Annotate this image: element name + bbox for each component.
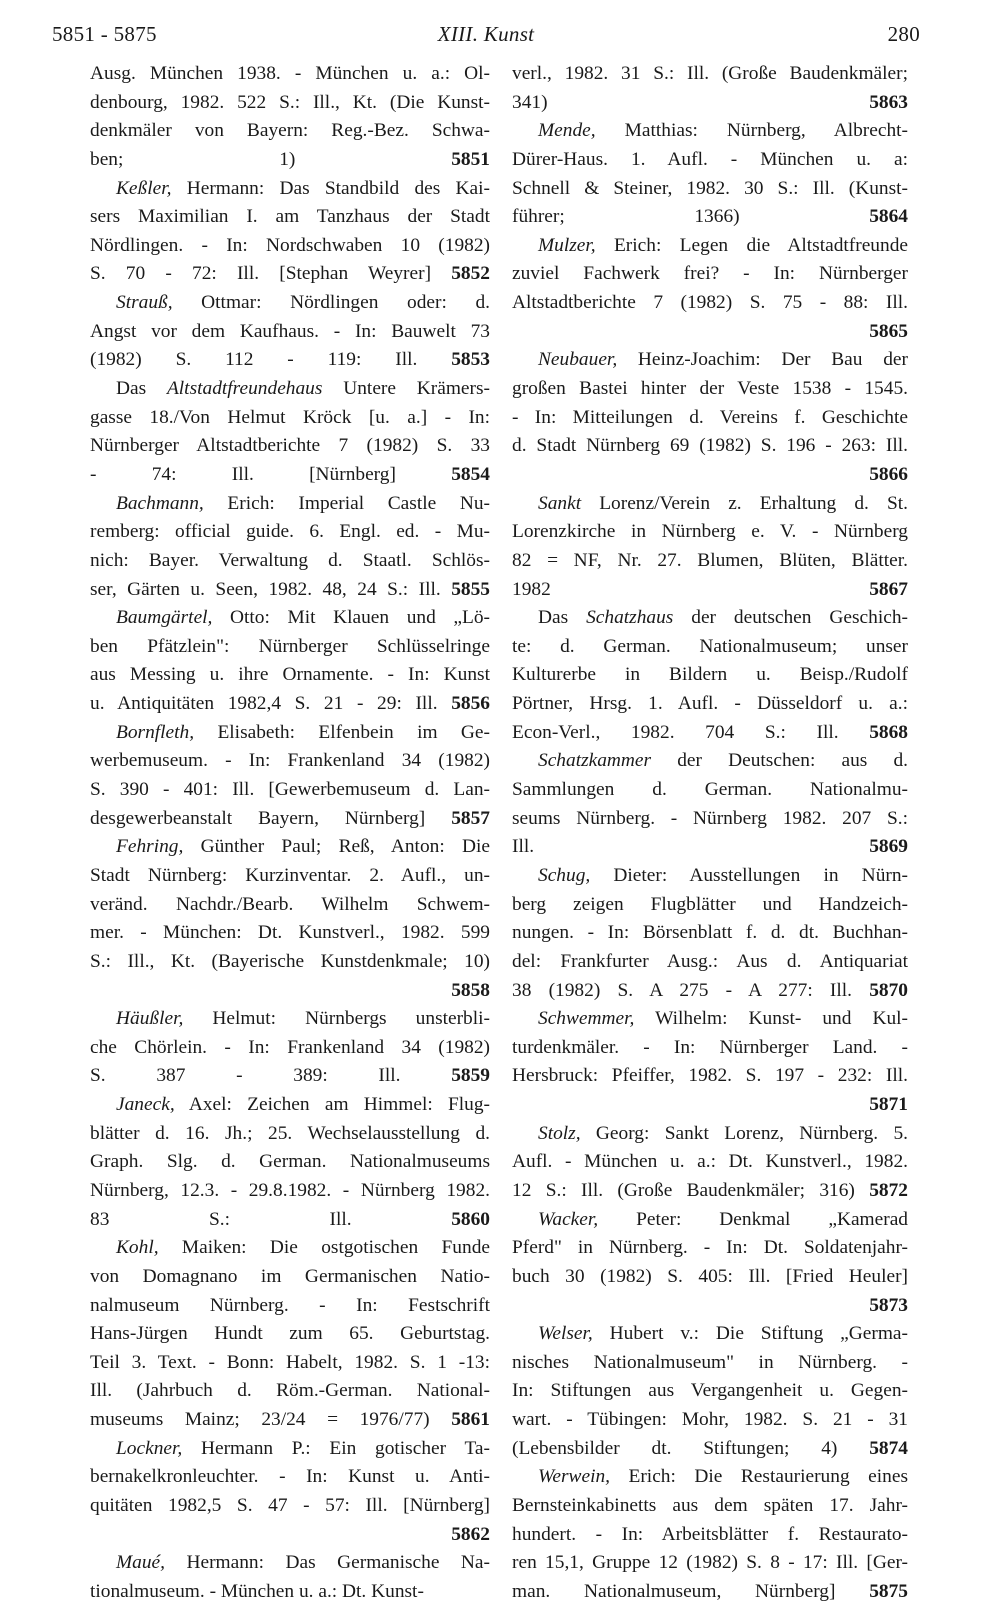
entry-text: aus Messing u. ihre Ornamente. - In: Kunst xyxy=(90,664,490,686)
entry-author: Neubauer, xyxy=(538,349,618,371)
entry-text: wart. - Tübingen: Mohr, 1982. S. 21 - 31 xyxy=(512,1409,908,1431)
bibliography-entry xyxy=(512,604,908,747)
entry-line xyxy=(90,891,490,920)
entry-line xyxy=(512,461,908,490)
bibliography-entry xyxy=(90,1549,490,1606)
entry-line xyxy=(90,1234,490,1263)
entry-text: (1982) S. 112 - 119: Ill. xyxy=(90,349,418,371)
entry-number: 5864 xyxy=(869,206,908,228)
entry-text: nisches Nationalmuseum" in Nürnberg. - xyxy=(512,1351,908,1373)
entry-author: Maué, xyxy=(116,1552,165,1574)
entry-line xyxy=(512,1234,908,1263)
entry-author: Wacker, xyxy=(538,1208,599,1230)
entry-text: Heinz-Joachim: Der Bau der xyxy=(617,349,908,371)
entry-text: Lorenz/Verein z. Erhaltung d. St. xyxy=(581,492,908,514)
entry-text: Angst vor dem Kaufhaus. - In: Bauwelt 73 xyxy=(90,320,490,342)
entry-line xyxy=(90,232,490,261)
entry-text: Pferd" in Nürnberg. - In: Dt. Soldatenjahr- xyxy=(512,1237,908,1259)
entry-line xyxy=(90,490,490,519)
entry-text: Erich: Die Restaurierung eines xyxy=(610,1466,908,1488)
entry-text: - In: Mitteilungen d. Vereins f. Geschichte xyxy=(512,406,908,428)
entry-text: 82 = NF, Nr. 27. Blumen, Blüten, Blätter. xyxy=(512,549,908,571)
entry-text: Bernsteinkabinetts aus dem späten 17. Jahr- xyxy=(512,1495,908,1517)
page-number: 280 xyxy=(887,22,920,46)
entry-line xyxy=(512,260,908,289)
entry-text: Günther Paul; Reß, Anton: Die xyxy=(183,836,490,858)
bibliography-entry xyxy=(512,346,908,489)
entry-number: 5854 xyxy=(451,463,490,485)
entry-text: nich: Bayer. Verwaltung d. Staatl. Schlös- xyxy=(90,549,490,571)
entry-line xyxy=(512,576,908,605)
entry-line xyxy=(90,719,490,748)
section-title: XIII. Kunst xyxy=(437,22,535,46)
entry-line xyxy=(512,661,908,690)
entry-number: 5862 xyxy=(451,1523,490,1545)
entry-text: Hermann: Das Germanische Na- xyxy=(165,1552,490,1574)
entry-text: 341) xyxy=(512,91,548,113)
entry-line xyxy=(512,1005,908,1034)
entry-line xyxy=(90,1091,490,1120)
entry-author: Lockner, xyxy=(116,1437,183,1459)
page-header xyxy=(52,22,920,52)
entry-number: 5866 xyxy=(869,463,908,485)
entry-line xyxy=(90,1005,490,1034)
entry-number: 5872 xyxy=(869,1179,908,1201)
entry-line xyxy=(90,146,490,175)
entry-text: ren 15,1, Gruppe 12 (1982) S. 8 - 17: Ill. [Ger- xyxy=(512,1552,908,1574)
entry-line xyxy=(90,203,490,232)
bibliography-entry xyxy=(90,1005,490,1091)
entry-line xyxy=(90,604,490,633)
entry-line xyxy=(90,1406,490,1435)
entry-number: 5852 xyxy=(451,263,490,285)
entry-line xyxy=(512,690,908,719)
bibliography-entry xyxy=(512,747,908,862)
bibliography-entry xyxy=(90,604,490,719)
entry-line xyxy=(512,1492,908,1521)
entry-author: Mulzer, xyxy=(538,234,596,256)
bibliography-entry xyxy=(512,1206,908,1321)
entry-line xyxy=(512,1406,908,1435)
entry-line xyxy=(90,862,490,891)
entry-text: Peter: Denkmal „Kamerad xyxy=(598,1208,908,1230)
entry-author: Kohl, xyxy=(116,1237,159,1259)
entry-line xyxy=(512,1177,908,1206)
entry-text: von Domagnano im Germanischen Natio- xyxy=(90,1265,490,1287)
entry-text: In: Stiftungen aus Vergangenheit u. Gegen- xyxy=(512,1380,908,1402)
entry-text: berg zeigen Flugblätter und Handzeich- xyxy=(512,893,908,915)
entry-text: buch 30 (1982) S. 405: Ill. [Fried Heuler] xyxy=(512,1265,908,1287)
entry-text: te: d. German. Nationalmuseum; unser xyxy=(512,635,908,657)
right-column xyxy=(512,60,908,1607)
entry-line xyxy=(512,719,908,748)
entry-text: Lorenzkirche in Nürnberg e. V. - Nürnberg xyxy=(512,521,908,543)
entry-line xyxy=(512,977,908,1006)
entry-number: 5859 xyxy=(451,1065,490,1087)
entry-prefix: Das xyxy=(116,378,167,400)
entry-line xyxy=(512,60,908,89)
entry-text: Untere Krämers- xyxy=(322,378,490,400)
entry-line xyxy=(512,203,908,232)
entry-text: man. Nationalmuseum, Nürnberg] xyxy=(512,1580,836,1602)
entry-line xyxy=(512,289,908,318)
entry-text: Ottmar: Nördlingen oder: d. xyxy=(172,292,490,314)
entry-text: Ausg. München 1938. - München u. a.: Ol- xyxy=(90,63,490,84)
entry-text: S. 390 - 401: Ill. [Gewerbemuseum d. Lan- xyxy=(90,779,490,801)
entry-text: zuviel Fachwerk frei? - In: Nürnberger xyxy=(512,263,908,285)
entry-author: Häußler, xyxy=(116,1008,184,1030)
entry-text: Kulturerbe in Bildern u. Beisp./Rudolf xyxy=(512,664,908,686)
entry-text: Ill. xyxy=(512,836,535,858)
entry-line xyxy=(90,977,490,1006)
entry-line xyxy=(512,518,908,547)
entry-line xyxy=(512,1263,908,1292)
entry-text: che Chörlein. - In: Frankenland 34 (1982) xyxy=(90,1036,490,1058)
entry-line xyxy=(512,346,908,375)
bibliography-entry xyxy=(512,862,908,1005)
entry-text: remberg: official guide. 6. Engl. ed. - Mu- xyxy=(90,521,490,543)
entry-line xyxy=(512,375,908,404)
entry-line xyxy=(512,1062,908,1091)
entry-line xyxy=(512,776,908,805)
entry-line xyxy=(512,175,908,204)
entry-line xyxy=(90,518,490,547)
entry-text: großen Bastei hinter der Veste 1538 - 1545. xyxy=(512,378,908,400)
entry-line xyxy=(90,1034,490,1063)
entry-number: 5870 xyxy=(869,979,908,1001)
bibliography-entry xyxy=(512,232,908,347)
entry-text: Schnell & Steiner, 1982. 30 S.: Ill. (Kunst- xyxy=(512,177,908,199)
entry-line xyxy=(90,1206,490,1235)
entry-line xyxy=(512,1148,908,1177)
entry-line xyxy=(512,547,908,576)
entry-line xyxy=(90,1320,490,1349)
entry-text: Econ-Verl., 1982. 704 S.: Ill. xyxy=(512,721,839,743)
entry-text: tionalmuseum. - München u. a.: Dt. Kunst- xyxy=(90,1580,424,1602)
entry-line xyxy=(512,1349,908,1378)
entry-author: Bachmann, xyxy=(116,492,204,514)
entry-author: Bornfleth, xyxy=(116,721,195,743)
entry-text: Graph. Slg. d. German. Nationalmuseums xyxy=(90,1151,490,1173)
entry-text: Hermann: Das Standbild des Kai- xyxy=(171,177,490,199)
entry-number: 5860 xyxy=(451,1208,490,1230)
entry-line xyxy=(90,461,490,490)
entry-text: blätter d. 16. Jh.; 25. Wechselausstellung d. xyxy=(90,1122,490,1144)
entry-author: Welser, xyxy=(538,1323,593,1345)
entry-text: Erich: Imperial Castle Nu- xyxy=(203,492,490,514)
entry-text: ben Pfätzlein": Nürnberger Schlüsselringe xyxy=(90,635,490,657)
entry-number: 5855 xyxy=(451,578,490,600)
entry-author: Schug, xyxy=(538,864,591,886)
entry-line xyxy=(512,1521,908,1550)
entry-text: Dieter: Ausstellungen in Nürn- xyxy=(590,864,908,886)
bibliography-entry xyxy=(512,60,908,117)
entry-line xyxy=(512,1120,908,1149)
entry-text: Maiken: Die ostgotischen Funde xyxy=(158,1237,490,1259)
entry-prefix: Das xyxy=(538,607,587,629)
entry-text: Nördlingen. - In: Nordschwaben 10 (1982) xyxy=(90,234,490,256)
bibliography-entry xyxy=(90,719,490,834)
entry-author: Werwein, xyxy=(538,1466,610,1488)
entry-author: Altstadtfreundehaus xyxy=(166,378,323,400)
entry-text: werbemuseum. - In: Frankenland 34 (1982) xyxy=(90,750,490,772)
bibliography-entry xyxy=(90,833,490,1005)
entry-author: Janeck, xyxy=(116,1094,175,1116)
bibliography-entry xyxy=(512,1120,908,1206)
entry-line xyxy=(90,1148,490,1177)
entry-text: Hermann P.: Ein gotischer Ta- xyxy=(182,1437,490,1459)
entry-text: Matthias: Nürnberg, Albrecht- xyxy=(595,120,908,142)
entry-text: der Deutschen: aus d. xyxy=(651,750,908,772)
entry-line xyxy=(512,1578,908,1607)
entry-number: 5853 xyxy=(451,349,490,371)
entry-line xyxy=(90,1549,490,1578)
entry-line xyxy=(90,1062,490,1091)
entry-line xyxy=(512,604,908,633)
entry-text: seums Nürnberg. - Nürnberg 1982. 207 S.: xyxy=(512,807,908,829)
entry-text: 83 S.: Ill. xyxy=(90,1208,352,1230)
bibliography-entry xyxy=(512,490,908,605)
entry-line xyxy=(512,1463,908,1492)
entry-text: Hans-Jürgen Hundt zum 65. Geburtstag. xyxy=(90,1323,490,1345)
entry-number: 5858 xyxy=(451,979,490,1001)
entry-number: 5851 xyxy=(451,148,490,170)
entry-line xyxy=(90,1435,490,1464)
entry-number: 5865 xyxy=(869,320,908,342)
entry-text: Erich: Legen die Altstadtfreunde xyxy=(595,234,908,256)
entry-line xyxy=(90,1578,490,1607)
entry-line xyxy=(512,490,908,519)
entry-text: führer; 1366) xyxy=(512,206,740,228)
entry-text: Dürer-Haus. 1. Aufl. - München u. a: xyxy=(512,148,908,170)
entry-line xyxy=(512,1435,908,1464)
bibliography-entry xyxy=(512,1005,908,1120)
entry-text: ben; 1) xyxy=(90,148,296,170)
entry-text: ser, Gärten u. Seen, 1982. 48, 24 S.: Ill. xyxy=(90,578,441,600)
entry-line xyxy=(90,576,490,605)
entry-line xyxy=(90,747,490,776)
entry-author: Schatzkammer xyxy=(538,750,652,772)
entry-author: Mende, xyxy=(538,120,596,142)
entry-line xyxy=(512,89,908,118)
entry-line xyxy=(512,805,908,834)
entry-text: Aufl. - München u. a.: Dt. Kunstverl., 1982. xyxy=(512,1151,908,1173)
entry-text: veränd. Nachdr./Bearb. Wilhelm Schwem- xyxy=(90,893,490,915)
entry-line xyxy=(90,318,490,347)
bibliography-entry xyxy=(90,490,490,605)
entry-line xyxy=(512,232,908,261)
entry-line xyxy=(90,1492,490,1521)
entry-line xyxy=(90,919,490,948)
entry-line xyxy=(90,776,490,805)
bibliography-entry xyxy=(512,1320,908,1463)
bibliography-entry xyxy=(90,1234,490,1434)
entry-text: mer. - München: Dt. Kunstverl., 1982. 599 xyxy=(90,922,490,944)
entry-text: 12 S.: Ill. (Große Baudenkmäler; 316) xyxy=(512,1179,855,1201)
bibliography-entry xyxy=(90,375,490,490)
entry-text: gasse 18./Von Helmut Kröck [u. a.] - In: xyxy=(90,406,490,428)
entry-number: 5856 xyxy=(451,693,490,715)
entry-text: 38 (1982) S. A 275 - A 277: Ill. xyxy=(512,979,853,1001)
entry-number: 5868 xyxy=(869,721,908,743)
entry-line xyxy=(90,948,490,977)
entry-line xyxy=(512,891,908,920)
entry-text: S. 70 - 72: Ill. [Stephan Weyrer] xyxy=(90,263,432,285)
bibliography-entry xyxy=(90,289,490,375)
left-column xyxy=(90,60,490,1607)
entry-line xyxy=(512,1292,908,1321)
entry-line xyxy=(512,633,908,662)
entry-line xyxy=(90,404,490,433)
entry-line xyxy=(90,289,490,318)
entry-author: Baumgärtel, xyxy=(116,607,213,629)
entry-line xyxy=(90,175,490,204)
bibliography-entry xyxy=(512,117,908,232)
entry-text: sers Maximilian I. am Tanzhaus der Stadt xyxy=(90,206,490,228)
entry-line xyxy=(512,747,908,776)
entry-text: Wilhelm: Kunst- und Kul- xyxy=(634,1008,908,1030)
entry-line xyxy=(512,862,908,891)
entry-text: museums Mainz; 23/24 = 1976/77) xyxy=(90,1409,430,1431)
entry-line xyxy=(90,547,490,576)
entry-text: desgewerbeanstalt Bayern, Nürnberg] xyxy=(90,807,426,829)
entry-line xyxy=(90,89,490,118)
bibliography-entry xyxy=(90,60,490,175)
entry-text: S. 387 - 389: Ill. xyxy=(90,1065,401,1087)
entry-text: Hersbruck: Pfeiffer, 1982. S. 197 - 232: Ill. xyxy=(512,1065,908,1087)
entry-line xyxy=(90,1521,490,1550)
entry-text: bernakelkronleuchter. - In: Kunst u. Anti- xyxy=(90,1466,490,1488)
entry-line xyxy=(90,1377,490,1406)
entry-text: Elisabeth: Elfenbein im Ge- xyxy=(194,721,490,743)
entry-text: u. Antiquitäten 1982,4 S. 21 - 29: Ill. xyxy=(90,693,438,715)
entry-author: Sankt xyxy=(538,492,582,514)
entry-line xyxy=(90,690,490,719)
entry-text: der deutschen Geschich- xyxy=(673,607,908,629)
entry-line xyxy=(90,633,490,662)
entry-author: Schatzhaus xyxy=(586,607,674,629)
bibliography-entry xyxy=(90,1091,490,1234)
entry-author: Schwemmer, xyxy=(538,1008,635,1030)
entry-text: - 74: Ill. [Nürnberg] xyxy=(90,463,396,485)
entry-line xyxy=(512,1206,908,1235)
entry-text: Nürnberg, 12.3. - 29.8.1982. - Nürnberg 1982. xyxy=(90,1179,490,1201)
entry-line xyxy=(512,1091,908,1120)
entry-line xyxy=(90,1120,490,1149)
entry-text: Teil 3. Text. - Bonn: Habelt, 1982. S. 1 -13: xyxy=(90,1351,490,1373)
entry-text: d. Stadt Nürnberg 69 (1982) S. 196 - 263: Ill. xyxy=(512,435,908,457)
entry-line xyxy=(512,919,908,948)
entry-author: Stolz, xyxy=(538,1122,581,1144)
entry-text: denkmäler von Bayern: Reg.-Bez. Schwa- xyxy=(90,120,490,142)
entry-line xyxy=(512,1377,908,1406)
entry-text: Georg: Sankt Lorenz, Nürnberg. 5. xyxy=(580,1122,908,1144)
entry-number: 5857 xyxy=(451,807,490,829)
entry-line xyxy=(512,1320,908,1349)
entry-line xyxy=(512,1034,908,1063)
entry-text: Stadt Nürnberg: Kurzinventar. 2. Aufl., un- xyxy=(90,864,490,886)
entry-line xyxy=(90,1177,490,1206)
entry-text: Helmut: Nürnbergs unsterbli- xyxy=(183,1008,490,1030)
entry-text: verl., 1982. 31 S.: Ill. (Große Baudenkmäler; xyxy=(512,63,908,84)
entry-author: Fehring, xyxy=(116,836,184,858)
entry-number: 5871 xyxy=(869,1094,908,1116)
entry-text: Otto: Mit Klauen und „Lö- xyxy=(212,607,490,629)
entry-line xyxy=(512,1549,908,1578)
entry-line xyxy=(90,117,490,146)
entry-text: nalmuseum Nürnberg. - In: Festschrift xyxy=(90,1294,490,1316)
entry-text: Sammlungen d. German. Nationalmu- xyxy=(512,779,908,801)
entry-text: nungen. - In: Börsenblatt f. d. dt. Buchhan- xyxy=(512,922,908,944)
entry-text: Altstadtberichte 7 (1982) S. 75 - 88: Ill. xyxy=(512,292,908,314)
entry-text: Hubert v.: Die Stiftung „Germa- xyxy=(592,1323,908,1345)
entry-line xyxy=(90,260,490,289)
entry-text: (Lebensbilder dt. Stiftungen; 4) xyxy=(512,1437,838,1459)
entry-line xyxy=(90,375,490,404)
bibliography-entry xyxy=(90,1435,490,1550)
entry-line xyxy=(90,1463,490,1492)
entry-text: hundert. - In: Arbeitsblätter f. Restaurato- xyxy=(512,1523,908,1545)
entry-number: 5874 xyxy=(869,1437,908,1459)
entry-text: 1982 xyxy=(512,578,551,600)
entry-line xyxy=(512,404,908,433)
entry-line xyxy=(90,833,490,862)
entry-line xyxy=(90,1263,490,1292)
entry-text: Nürnberger Altstadtberichte 7 (1982) S. 33 xyxy=(90,435,490,457)
entry-text: Ill. (Jahrbuch d. Röm.-German. National- xyxy=(90,1380,490,1402)
entry-line xyxy=(90,432,490,461)
entry-number: 5869 xyxy=(869,836,908,858)
entry-line xyxy=(512,318,908,347)
entry-text: turdenkmäler. - In: Nürnberger Land. - xyxy=(512,1036,908,1058)
entry-line xyxy=(90,805,490,834)
entry-range: 5851 - 5875 xyxy=(52,22,157,46)
entry-line xyxy=(90,60,490,89)
entry-line xyxy=(512,117,908,146)
entry-line xyxy=(512,146,908,175)
entry-author: Strauß, xyxy=(116,292,173,314)
entry-text: quitäten 1982,5 S. 47 - 57: Ill. [Nürnberg] xyxy=(90,1495,490,1517)
entry-line xyxy=(90,661,490,690)
entry-author: Keßler, xyxy=(116,177,172,199)
entry-line xyxy=(512,432,908,461)
bibliography-entry xyxy=(512,1463,908,1606)
entry-text: Axel: Zeichen am Himmel: Flug- xyxy=(174,1094,490,1116)
entry-number: 5867 xyxy=(869,578,908,600)
entry-line xyxy=(90,1292,490,1321)
entry-number: 5875 xyxy=(869,1580,908,1602)
entry-number: 5863 xyxy=(869,91,908,113)
entry-line xyxy=(512,833,908,862)
entry-text: Pörtner, Hrsg. 1. Aufl. - Düsseldorf u. a.: xyxy=(512,693,908,715)
entry-line xyxy=(90,1349,490,1378)
entry-text: denbourg, 1982. 522 S.: Ill., Kt. (Die Kunst- xyxy=(90,91,490,113)
entry-line xyxy=(512,948,908,977)
entry-line xyxy=(90,346,490,375)
entry-number: 5861 xyxy=(451,1409,490,1431)
entry-number: 5873 xyxy=(869,1294,908,1316)
entry-text: del: Frankfurter Ausg.: Aus d. Antiquariat xyxy=(512,950,908,972)
bibliography-entry xyxy=(90,175,490,290)
entry-text: S.: Ill., Kt. (Bayerische Kunstdenkmale; 10) xyxy=(90,950,490,972)
